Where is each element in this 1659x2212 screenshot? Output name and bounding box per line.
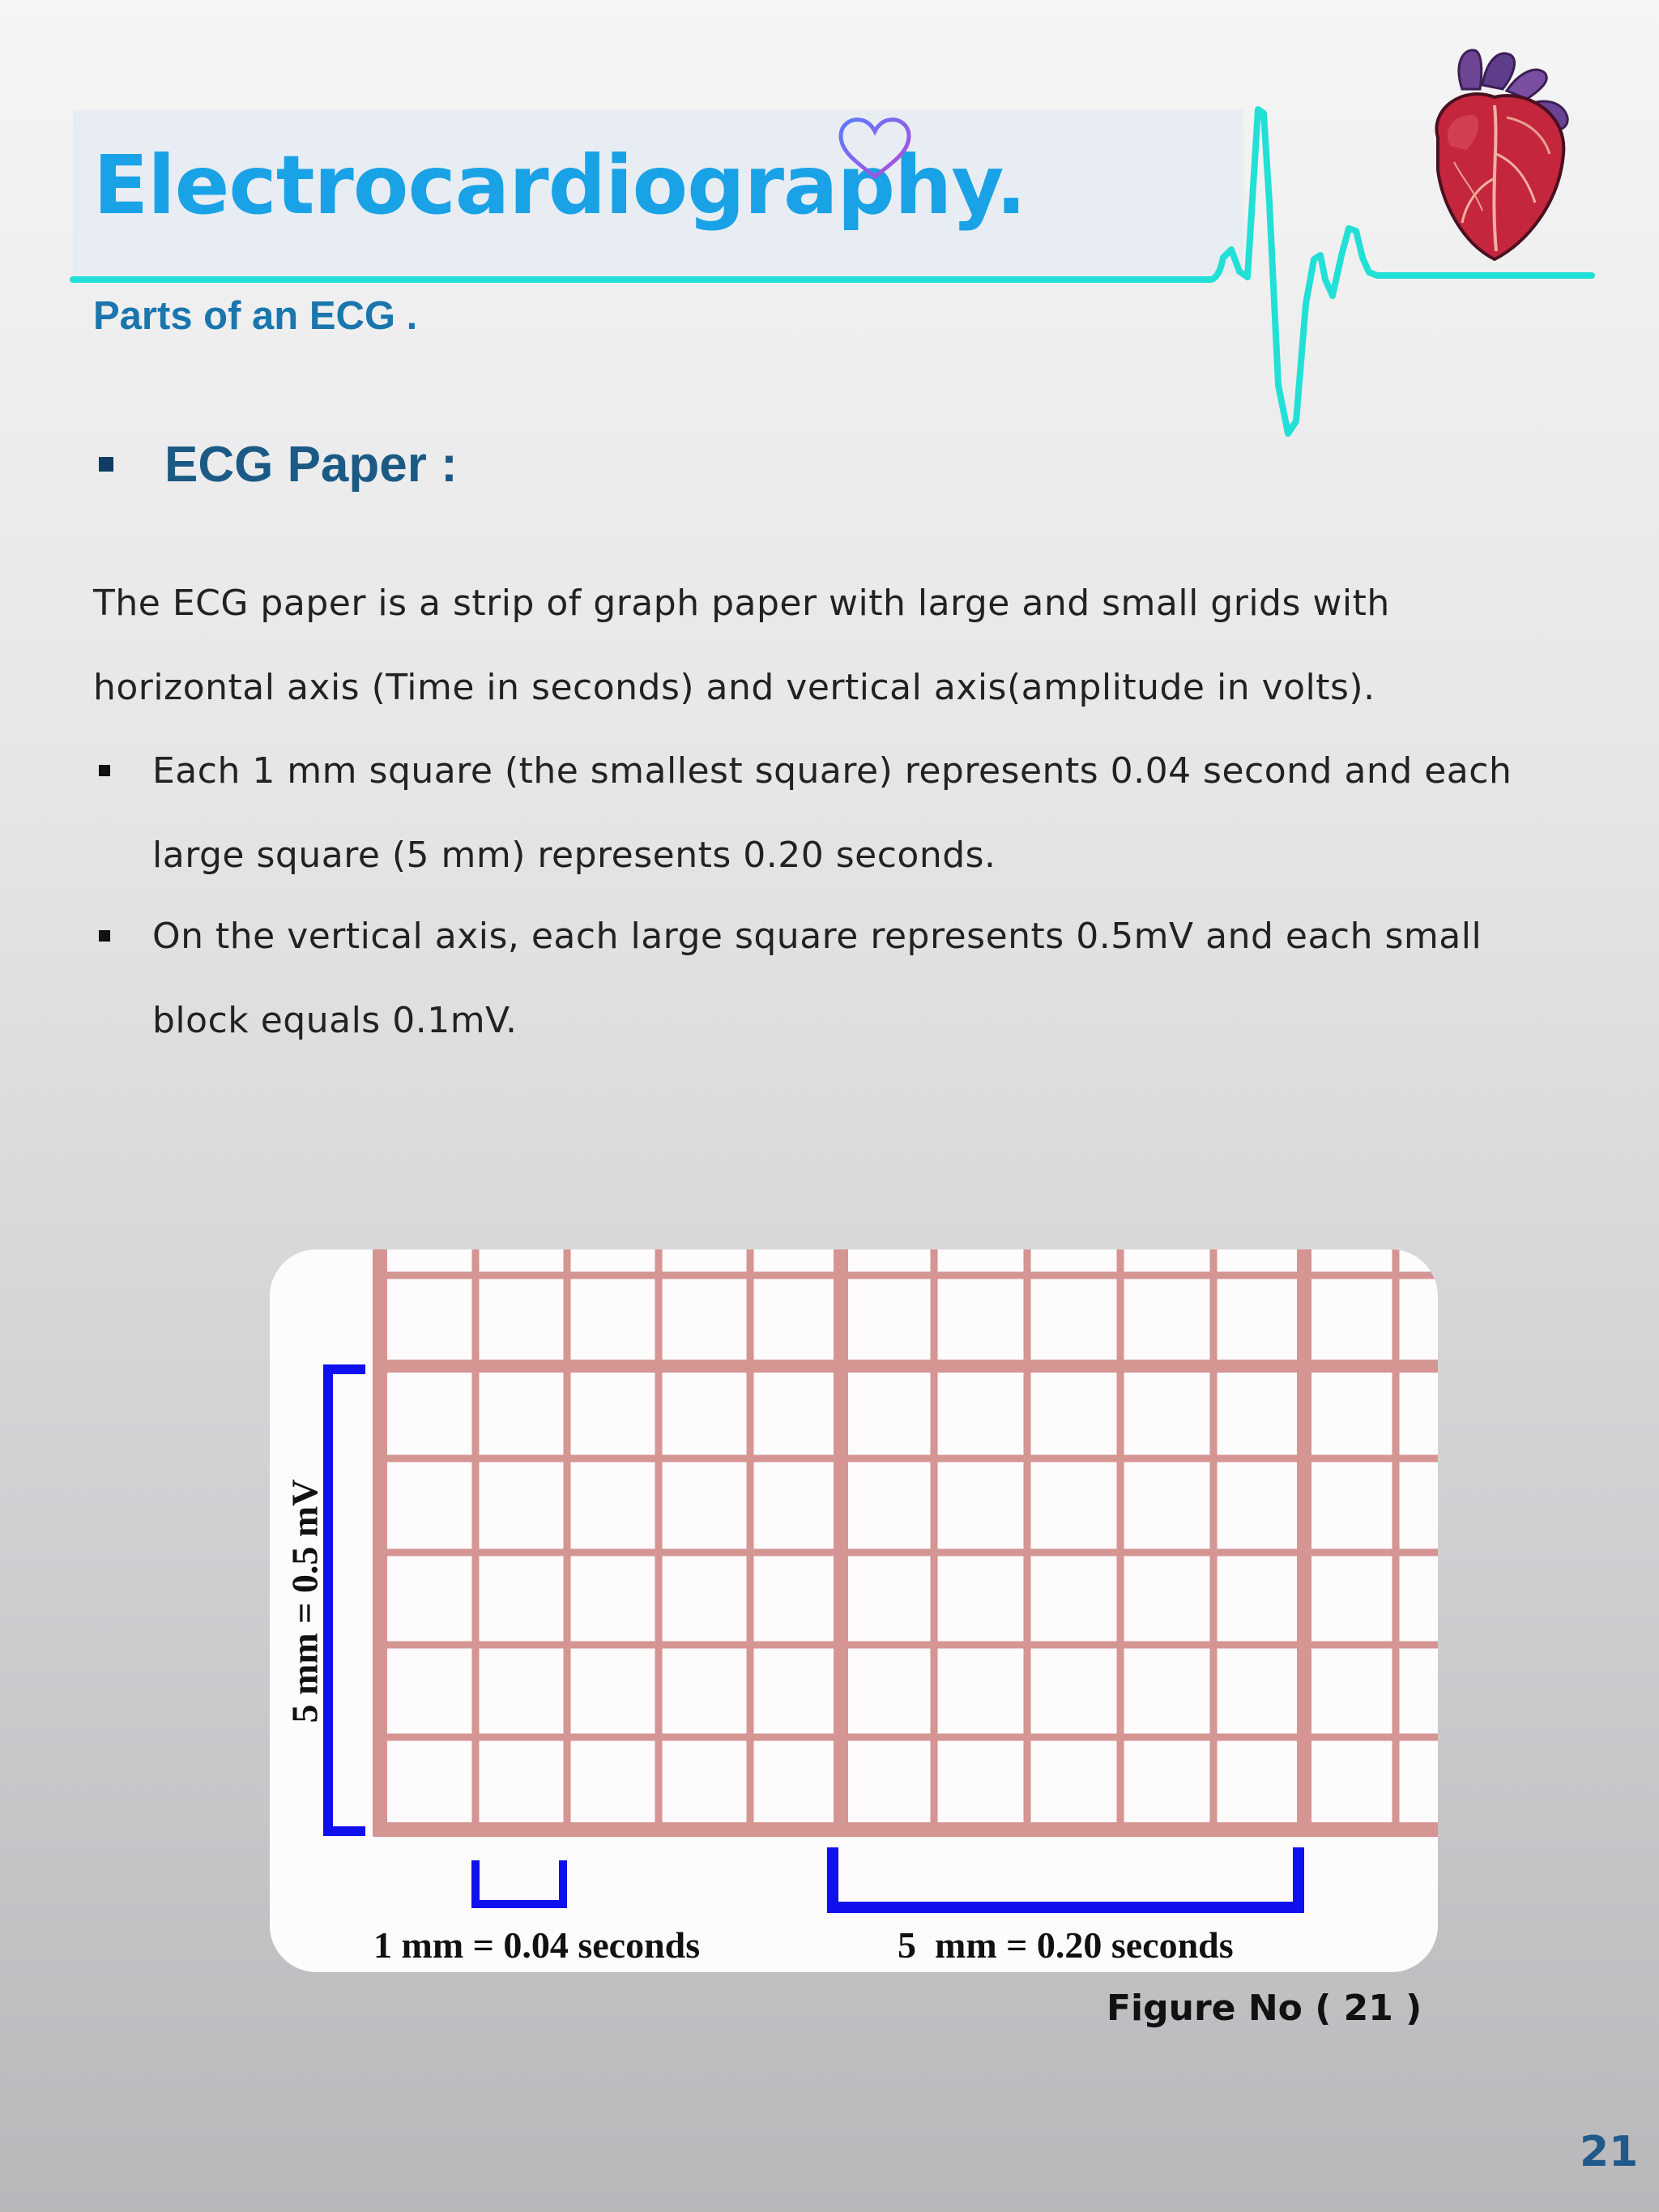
page-subtitle: Parts of an ECG .: [93, 294, 418, 338]
ecg-grid-diagram: [270, 1249, 1438, 1972]
bullet-2-line-2: block equals 0.1mV.: [152, 1000, 518, 1041]
intro-line-1: The ECG paper is a strip of graph paper with large and small grids with: [93, 583, 1390, 624]
anatomical-heart-icon: [1405, 41, 1600, 267]
small-square-label: 1 mm = 0.04 seconds: [373, 1924, 701, 1966]
page-number: 21: [1580, 2128, 1639, 2176]
ecg-paper-figure: [270, 1249, 1438, 1972]
large-square-label: 5 mm = 0.20 seconds: [898, 1924, 1234, 1966]
bullet-1-line-2: large square (5 mm) represents 0.20 seconds.: [152, 835, 996, 876]
section-heading: ECG Paper :: [164, 437, 458, 493]
intro-line-2: horizontal axis (Time in seconds) and vertical axis(amplitude in volts).: [93, 667, 1375, 708]
bullet-2-icon: [99, 930, 110, 942]
figure-caption: Figure No ( 21 ): [1107, 1988, 1422, 2029]
bullet-1-icon: [99, 765, 110, 776]
vertical-label: 5 mm = 0.5 mV: [284, 1479, 326, 1723]
page-title: Electrocardiography.: [93, 138, 1026, 233]
bullet-1-line-1: Each 1 mm square (the smallest square) represents 0.04 second and each: [152, 750, 1512, 792]
bullet-2-line-1: On the vertical axis, each large square represents 0.5mV and each small: [152, 916, 1482, 957]
section-bullet-icon: [99, 457, 113, 472]
heart-outline-icon: [834, 113, 915, 186]
